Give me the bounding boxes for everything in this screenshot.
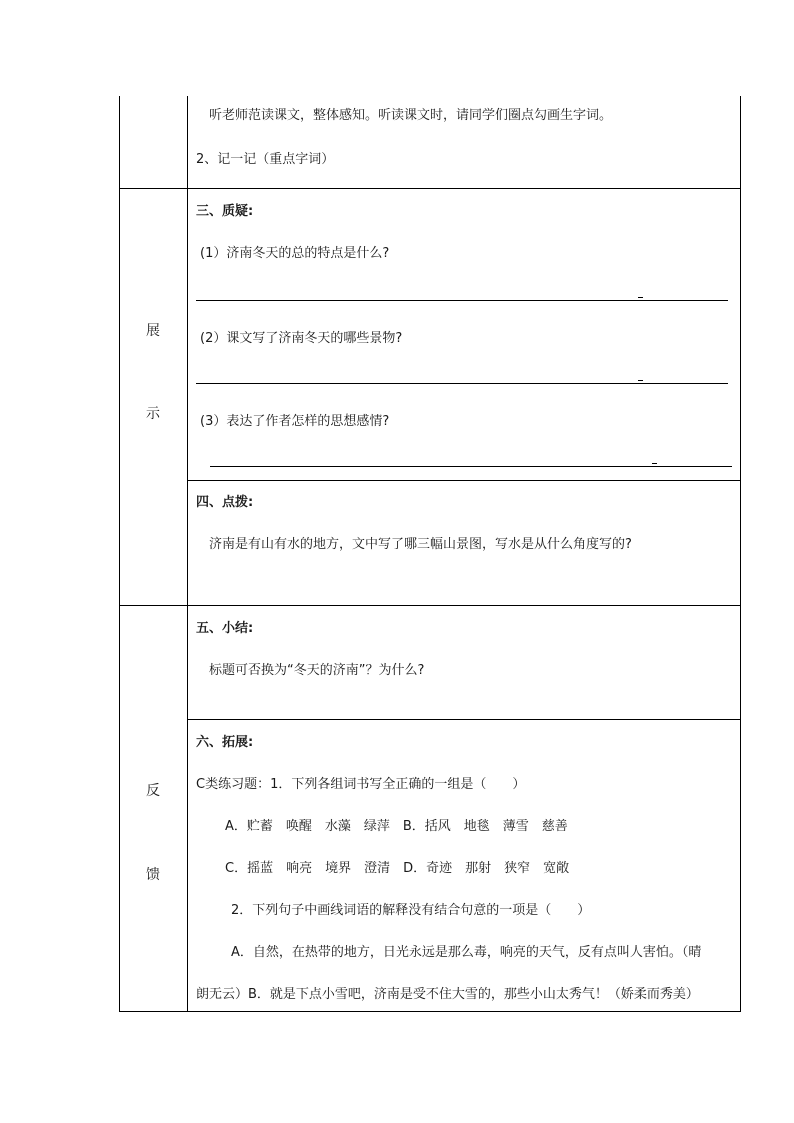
table-left-border	[119, 96, 120, 1012]
question-2: (2）课文写了济南冬天的哪些景物?	[200, 331, 403, 346]
question-3: (3）表达了作者怎样的思想感情?	[200, 414, 390, 429]
exercise-option-2b: 朗无云）B．就是下点小雪吧，济南是受不住大雪的，那些小山太秀气！（娇柔而秀美）	[196, 987, 699, 1002]
questioning-heading: 三、质疑:	[196, 204, 254, 219]
feedback-label-1: 反	[146, 783, 160, 799]
exercise-options-cd: C．摇蓝 响亮 境界 澄清 D．奇迹 那射 狭窄 宽敞	[225, 861, 570, 876]
exercise-options-ab: A．贮蓄 唤醒 水藻 绿萍 B．括风 地毯 薄雪 慈善	[225, 819, 568, 834]
guidance-text: 济南是有山有水的地方，文中写了哪三幅山景图，写水是从什么角度写的?	[209, 537, 632, 552]
row-divider-feedback	[119, 605, 741, 606]
question-1: (1）济南冬天的总的特点是什么?	[200, 246, 390, 261]
summary-question: 标题可否换为“冬天的济南”？为什么?	[209, 663, 425, 678]
table-column-divider	[187, 96, 188, 1012]
answer-line-2	[196, 383, 728, 384]
row-divider-guidance	[187, 480, 741, 481]
answer-line-1-mark	[638, 297, 643, 298]
exercise-question-2: 2．下列句子中画线词语的解释没有结合句意的一项是（ ）	[231, 903, 591, 918]
row-divider-display	[119, 188, 741, 189]
row-divider-extension	[187, 719, 741, 720]
memorize-instruction: 2、记一记（重点字词）	[196, 152, 335, 167]
summary-heading: 五、小结:	[196, 621, 254, 636]
table-right-border	[740, 96, 741, 1012]
answer-line-1	[196, 300, 728, 301]
table-bottom-border	[119, 1011, 741, 1012]
feedback-label-2: 馈	[146, 867, 160, 883]
answer-line-3-mark	[652, 463, 657, 464]
answer-line-3	[210, 466, 732, 467]
exercise-question-1: C类练习题：1．下列各组词书写全正确的一组是（ ）	[196, 777, 526, 792]
listen-instruction: 听老师范读课文，整体感知。听读课文时，请同学们圈点勾画生字词。	[209, 108, 613, 123]
display-label-2: 示	[146, 406, 160, 422]
guidance-heading: 四、点拨:	[196, 495, 254, 510]
display-label-1: 展	[146, 323, 160, 339]
exercise-option-2a: A．自然，在热带的地方，日光永远是那么毒，响亮的天气，反有点叫人害怕。（晴	[231, 945, 702, 960]
answer-line-2-mark	[638, 380, 643, 381]
extension-heading: 六、拓展:	[196, 735, 254, 750]
